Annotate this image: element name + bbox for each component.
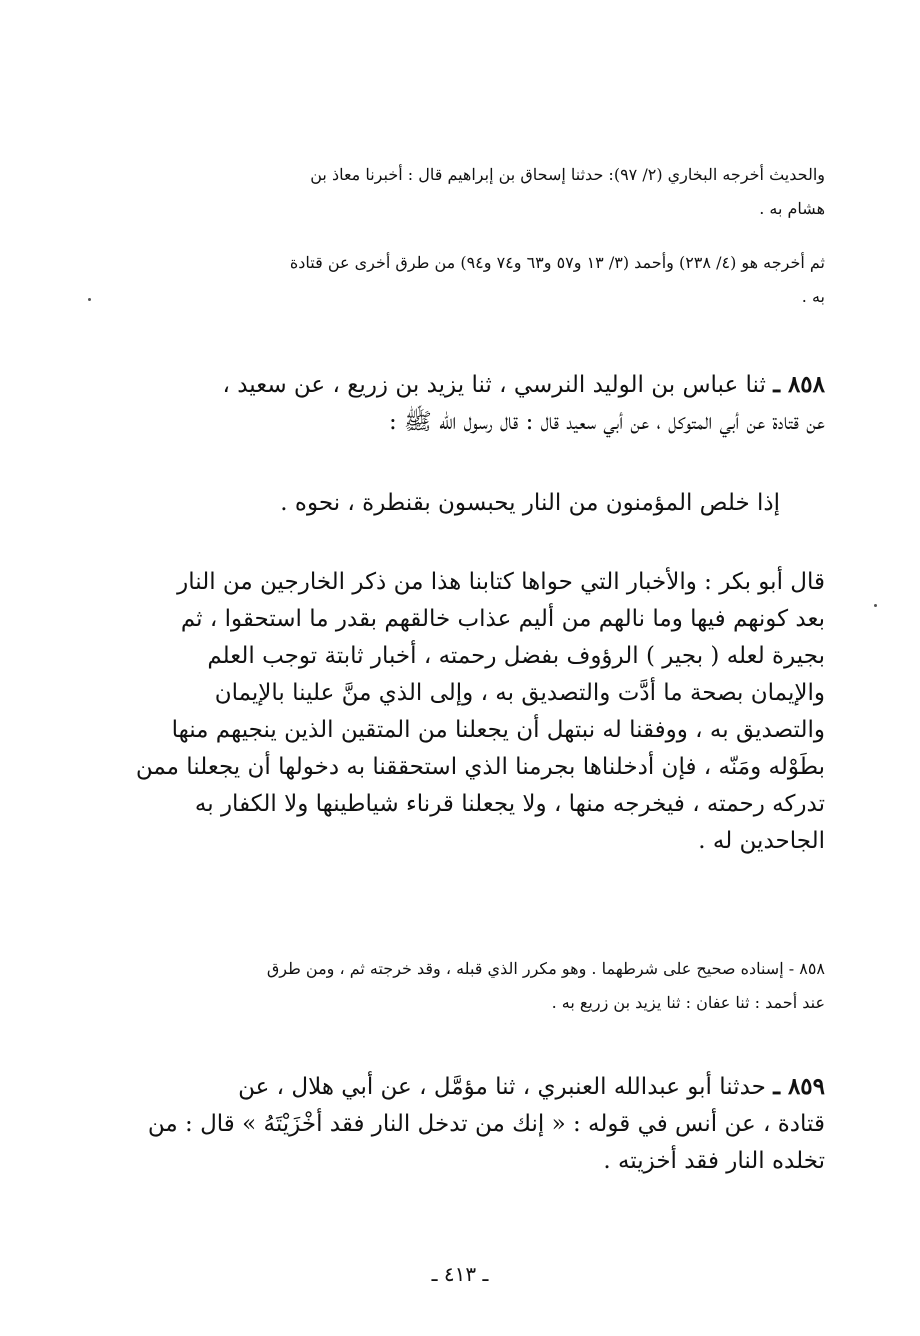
commentary-line: والتصديق به ، ووفقنا له نبتهل أن يجعلنا من المتقين الذين ينجيهم منها bbox=[171, 717, 825, 743]
commentary-line: بطَوْله ومَنّه ، فإن أدخلناها بجرمنا الذي استحققنا به دخولها أن يجعلنا ممن bbox=[135, 754, 825, 780]
hadith-line: تخلده النار فقد أخزيته . bbox=[603, 1148, 825, 1174]
commentary-line: بجيرة لعله ( بجير ) الرؤوف بفضل رحمته ، أخبار ثابتة توجب العلم bbox=[207, 643, 825, 669]
scan-speck bbox=[88, 298, 91, 301]
footnote-line: ٨٥٨ - إسناده صحيح على شرطهما . وهو مكرر الذي قبله ، وقد خرجته ثم ، ومن طرق bbox=[266, 959, 825, 978]
footnote-line: ثم أخرجه هو (٤/ ٢٣٨) وأحمد (٣/ ١٣ و٥٧ و٦٣ و٧٤ و٩٤) من طرق أخرى عن قتادة bbox=[289, 253, 825, 272]
commentary-line: والإيمان بصحة ما أدَّت والتصديق به ، وإلى الذي منَّ علينا بالإيمان bbox=[214, 680, 825, 706]
footnote-bukhari bbox=[95, 158, 825, 226]
hadith-text: ثنا عباس بن الوليد النرسي ، ثنا يزيد بن زريع ، عن سعيد ، bbox=[222, 372, 766, 398]
hadith-line bbox=[95, 366, 825, 404]
commentary-line: قال أبو بكر : والأخبار التي حواها كتابنا هذا من ذكر الخارجين من النار bbox=[177, 569, 825, 595]
footnote-line: عند أحمد : ثنا عفان : ثنا يزيد بن زريع به . bbox=[551, 993, 825, 1012]
hadith-line: قتادة ، عن أنس في قوله : « إنك من تدخل النار فقد أخْزَيْتَهُ » قال : من bbox=[147, 1111, 825, 1137]
abu-bakr-commentary bbox=[95, 564, 825, 860]
hadith-line bbox=[95, 1068, 825, 1106]
footnote-ahmad bbox=[95, 246, 825, 314]
footnote-line: به . bbox=[801, 287, 825, 306]
footnote-858 bbox=[95, 952, 825, 1020]
hadith-858-isnad bbox=[95, 366, 825, 441]
hadith-line: عن قتادة عن أبي المتوكل ، عن أبي سعيد قال : قال رسول الله ﷺ : bbox=[388, 409, 825, 435]
hadith-text: حدثنا أبو عبدالله العنبري ، ثنا مؤمَّل ، عن أبي هلال ، عن bbox=[238, 1074, 766, 1100]
scan-speck bbox=[874, 604, 877, 607]
footnote-line: هشام به . bbox=[759, 199, 825, 218]
commentary-line: بعد كونهم فيها وما نالهم من أليم عذاب خالقهم بقدر ما استحقوا ، ثم bbox=[180, 606, 825, 632]
hadith-858-matn: إذا خلص المؤمنون من النار يحبسون بقنطرة ، نحوه . bbox=[280, 490, 780, 516]
hadith-number: ٨٥٨ ـ bbox=[773, 371, 825, 398]
hadith-number: ٨٥٩ ـ bbox=[773, 1073, 825, 1100]
commentary-line: الجاحدين له . bbox=[698, 828, 825, 854]
hadith-859 bbox=[95, 1068, 825, 1180]
page-number: ـ ٤١٣ ـ bbox=[431, 1262, 489, 1286]
footnote-line: والحديث أخرجه البخاري (٢/ ٩٧): حدثنا إسحاق بن إبراهيم قال : أخبرنا معاذ بن bbox=[310, 165, 825, 184]
commentary-line: تدركه رحمته ، فيخرجه منها ، ولا يجعلنا قرناء شياطينها ولا الكفار به bbox=[194, 791, 825, 817]
